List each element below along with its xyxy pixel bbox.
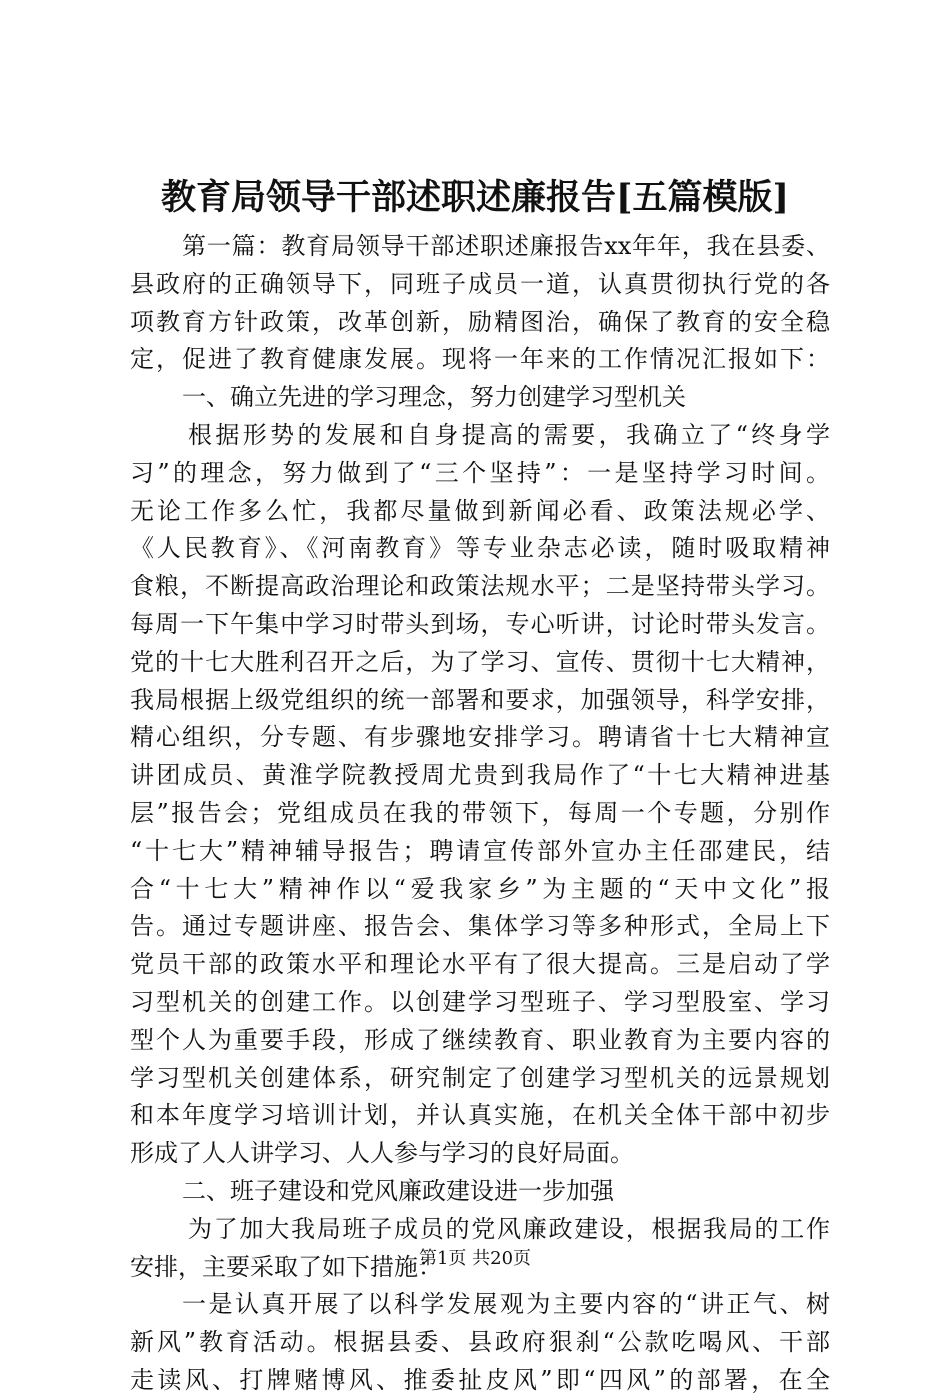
paragraph-line: 项教育方针政策，改革创新，励精图治，确保了教育的安全稳 (130, 307, 830, 336)
paragraph-line: 讲团成员、黄淮学院教授周尤贵到我局作了“十七大精神进基 (130, 761, 830, 790)
paragraph-line: 合“十七大”精神作以“爱我家乡”为主题的“天中文化”报 (130, 874, 830, 903)
paragraph-line: 层”报告会；党组成员在我的带领下，每周一个专题，分别作 (130, 798, 830, 827)
paragraph-line: 第一篇：教育局领导干部述职述廉报告xx年年，我在县委、 (182, 232, 830, 260)
paragraph-line: 党的十七大胜利召开之后，为了学习、宣传、贯彻十七大精神， (130, 647, 830, 676)
document-title: 教育局领导干部述职述廉报告[五篇模版] (160, 177, 790, 218)
paragraph-line: 一是认真开展了以科学发展观为主要内容的“讲正气、树 (182, 1290, 830, 1319)
paragraph-line: 告。通过专题讲座、报告会、集体学习等多种形式，全局上下 (130, 912, 830, 941)
paragraph-line: 定，促进了教育健康发展。现将一年来的工作情况汇报如下： (130, 345, 830, 374)
paragraph-line: 县政府的正确领导下，同班子成员一道，认真贯彻执行党的各 (130, 269, 830, 298)
paragraph-line: 党员干部的政策水平和理论水平有了很大提高。三是启动了学 (130, 950, 830, 979)
paragraph-line: 《人民教育》、《河南教育》等专业杂志必读，随时吸取精神 (130, 534, 830, 563)
paragraph-line: 精心组织，分专题、有步骤地安排学习。聘请省十七大精神宣 (130, 723, 830, 752)
paragraph-line: 走读风、打牌赌博风、推委扯皮风”即“四风”的部署，在全 (130, 1365, 830, 1394)
paragraph-line: 学习型机关创建体系，研究制定了创建学习型机关的远景规划 (130, 1063, 830, 1092)
paragraph-line: 和本年度学习培训计划，并认真实施，在机关全体干部中初步 (130, 1101, 830, 1130)
paragraph-line: 根据形势的发展和自身提高的需要，我确立了“终身学 (188, 420, 830, 449)
document-body (130, 228, 830, 1400)
paragraph-line: 每周一下午集中学习时带头到场，专心听讲，讨论时带头发言。 (130, 609, 830, 638)
section-heading: 一、确立先进的学习理念，努力创建学习型机关 (182, 383, 686, 412)
paragraph-line: 习型机关的创建工作。以创建学习型班子、学习型股室、学习 (130, 987, 830, 1016)
section-heading: 二、班子建设和党风廉政建设进一步加强 (182, 1176, 614, 1205)
page-number-footer: 第1页 共20页 (418, 1248, 532, 1269)
paragraph-line: 安排，主要采取了如下措施： (130, 1252, 442, 1281)
paragraph-line: 食粮，不断提高政治理论和政策法规水平；二是坚持带头学习。 (130, 572, 830, 601)
paragraph-line: 形成了人人讲学习、人人参与学习的良好局面。 (130, 1139, 634, 1168)
paragraph-line: “十七大”精神辅导报告；聘请宣传部外宣办主任邵建民，结 (130, 836, 830, 865)
paragraph-line: 型个人为重要手段，形成了继续教育、职业教育为主要内容的 (130, 1025, 830, 1054)
paragraph-line: 习”的理念，努力做到了“三个坚持”：一是坚持学习时间。 (130, 458, 830, 487)
paragraph-line: 我局根据上级党组织的统一部署和要求，加强领导，科学安排， (130, 685, 830, 714)
paragraph-line: 新风”教育活动。根据县委、县政府狠刹“公款吃喝风、干部 (130, 1328, 830, 1357)
paragraph-line: 为了加大我局班子成员的党风廉政建设，根据我局的工作 (188, 1214, 830, 1243)
paragraph-line: 无论工作多么忙，我都尽量做到新闻必看、政策法规必学、 (130, 496, 830, 525)
